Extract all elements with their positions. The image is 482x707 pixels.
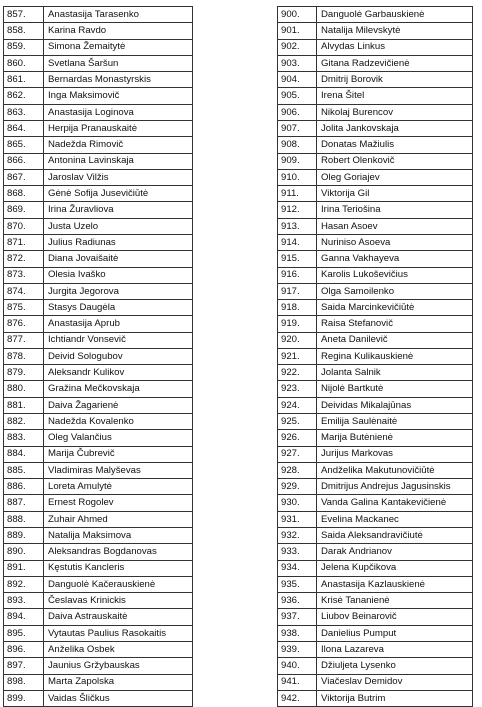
person-name: Kęstutis Kancleris	[44, 560, 193, 576]
row-number: 860.	[4, 55, 44, 71]
table-row	[278, 234, 473, 250]
table-row	[278, 7, 473, 23]
row-number: 884.	[4, 446, 44, 462]
row-number: 911.	[278, 186, 317, 202]
table-row	[4, 641, 193, 657]
person-name: Bernardas Monastyrskis	[44, 72, 193, 88]
table-row	[4, 316, 193, 332]
person-name: Jolanta Salnik	[317, 365, 473, 381]
row-number: 925.	[278, 414, 317, 430]
row-number: 891.	[4, 560, 44, 576]
person-name: Natalija Maksimova	[44, 528, 193, 544]
table-row	[278, 55, 473, 71]
person-name: Aneta Danilevič	[317, 332, 473, 348]
table-row	[278, 169, 473, 185]
table-row	[278, 625, 473, 641]
table-row	[4, 690, 193, 706]
row-number: 901.	[278, 23, 317, 39]
person-name: Diana Jovaišaitė	[44, 251, 193, 267]
person-name: Viktorija Gil	[317, 186, 473, 202]
table-row	[278, 593, 473, 609]
row-number: 907.	[278, 120, 317, 136]
row-number: 931.	[278, 511, 317, 527]
row-number: 940.	[278, 658, 317, 674]
person-name: Nadežda Rimovič	[44, 137, 193, 153]
row-number: 905.	[278, 88, 317, 104]
table-row	[278, 446, 473, 462]
row-number: 900.	[278, 7, 317, 23]
row-number: 881.	[4, 397, 44, 413]
table-row	[278, 576, 473, 592]
person-name: Darak Andrianov	[317, 544, 473, 560]
table-row	[4, 658, 193, 674]
table-row	[4, 560, 193, 576]
row-number: 939.	[278, 641, 317, 657]
row-number: 895.	[4, 625, 44, 641]
person-name: Jurgita Jegorova	[44, 283, 193, 299]
person-name: Donatas Mažiulis	[317, 137, 473, 153]
table-row	[4, 23, 193, 39]
person-name: Saida Aleksandravičiutė	[317, 528, 473, 544]
person-name: Jaunius Gržybauskas	[44, 658, 193, 674]
person-name: Džiuljeta Lysenko	[317, 658, 473, 674]
row-number: 917.	[278, 283, 317, 299]
row-number: 885.	[4, 462, 44, 478]
person-name: Stasys Daugėla	[44, 300, 193, 316]
person-name: Gražina Mečkovskaja	[44, 381, 193, 397]
person-name: Danguolė Kačerauskienė	[44, 576, 193, 592]
table-row	[4, 365, 193, 381]
row-number: 899.	[4, 690, 44, 706]
table-row	[4, 625, 193, 641]
row-number: 914.	[278, 234, 317, 250]
row-number: 892.	[4, 576, 44, 592]
row-number: 888.	[4, 511, 44, 527]
row-number: 883.	[4, 430, 44, 446]
row-number: 932.	[278, 528, 317, 544]
person-name: Marija Čubrevič	[44, 446, 193, 462]
table-row	[278, 495, 473, 511]
row-number: 861.	[4, 72, 44, 88]
table-row	[4, 267, 193, 283]
person-name: Anastasija Tarasenko	[44, 7, 193, 23]
person-name: Nadežda Kovalenko	[44, 414, 193, 430]
row-number: 862.	[4, 88, 44, 104]
person-name: Jelena Kupčikova	[317, 560, 473, 576]
table-row	[4, 528, 193, 544]
table-row	[4, 300, 193, 316]
person-name: Regina Kulikauskienė	[317, 348, 473, 364]
table-row	[278, 365, 473, 381]
person-name: Oleg Valančius	[44, 430, 193, 446]
table-row	[4, 169, 193, 185]
table-row	[278, 137, 473, 153]
person-name: Alvydas Linkus	[317, 39, 473, 55]
table-row	[4, 479, 193, 495]
row-number: 915.	[278, 251, 317, 267]
row-number: 921.	[278, 348, 317, 364]
person-name: Jaroslav Vilžis	[44, 169, 193, 185]
row-number: 920.	[278, 332, 317, 348]
person-name: Zuhair Ahmed	[44, 511, 193, 527]
person-name: Česlavas Krinickis	[44, 593, 193, 609]
table-row	[4, 414, 193, 430]
row-number: 903.	[278, 55, 317, 71]
person-name: Aleksandras Bogdanovas	[44, 544, 193, 560]
left-name-table	[3, 6, 193, 707]
table-row	[278, 88, 473, 104]
person-name: Vytautas Paulius Rasokaitis	[44, 625, 193, 641]
table-row	[278, 658, 473, 674]
row-number: 902.	[278, 39, 317, 55]
person-name: Oleg Goriajev	[317, 169, 473, 185]
row-number: 906.	[278, 104, 317, 120]
table-row	[278, 300, 473, 316]
table-row	[4, 381, 193, 397]
table-row	[278, 267, 473, 283]
table-row	[4, 218, 193, 234]
table-row	[4, 186, 193, 202]
table-row	[4, 39, 193, 55]
row-number: 886.	[4, 479, 44, 495]
row-number: 875.	[4, 300, 44, 316]
person-name: Julius Radiunas	[44, 234, 193, 250]
person-name: Krisė Tananienė	[317, 593, 473, 609]
table-row	[278, 609, 473, 625]
person-name: Herpija Pranauskaitė	[44, 120, 193, 136]
table-row	[278, 430, 473, 446]
person-name: Marija Butėnienė	[317, 430, 473, 446]
person-name: Ilona Lazareva	[317, 641, 473, 657]
row-number: 928.	[278, 462, 317, 478]
person-name: Karina Ravdo	[44, 23, 193, 39]
person-name: Natalija Milevskytė	[317, 23, 473, 39]
person-name: Inga Maksimovič	[44, 88, 193, 104]
table-row	[278, 72, 473, 88]
row-number: 893.	[4, 593, 44, 609]
row-number: 889.	[4, 528, 44, 544]
table-row	[278, 251, 473, 267]
row-number: 894.	[4, 609, 44, 625]
person-name: Ichtiandr Vonsevič	[44, 332, 193, 348]
table-row	[278, 348, 473, 364]
row-number: 896.	[4, 641, 44, 657]
person-name: Karolis Lukoševičius	[317, 267, 473, 283]
row-number: 927.	[278, 446, 317, 462]
table-row	[4, 576, 193, 592]
row-number: 937.	[278, 609, 317, 625]
table-row	[278, 641, 473, 657]
person-name: Andželika Makutunovičiūtė	[317, 462, 473, 478]
person-name: Hasan Asoev	[317, 218, 473, 234]
person-name: Danielius Pumput	[317, 625, 473, 641]
row-number: 872.	[4, 251, 44, 267]
table-row	[278, 283, 473, 299]
table-row	[278, 560, 473, 576]
person-name: Irina Žuravliova	[44, 202, 193, 218]
person-name: Deivid Sologubov	[44, 348, 193, 364]
table-row	[4, 7, 193, 23]
row-number: 869.	[4, 202, 44, 218]
person-name: Daiva Žagarienė	[44, 397, 193, 413]
person-name: Anastasija Loginova	[44, 104, 193, 120]
row-number: 923.	[278, 381, 317, 397]
table-row	[278, 479, 473, 495]
table-row	[4, 104, 193, 120]
row-number: 859.	[4, 39, 44, 55]
table-row	[4, 446, 193, 462]
person-name: Vaidas Šličkus	[44, 690, 193, 706]
person-name: Liubov Beinarovič	[317, 609, 473, 625]
row-number: 863.	[4, 104, 44, 120]
row-number: 908.	[278, 137, 317, 153]
person-name: Emilija Saulėnaitė	[317, 414, 473, 430]
row-number: 897.	[4, 658, 44, 674]
person-name: Danguolė Garbauskienė	[317, 7, 473, 23]
row-number: 924.	[278, 397, 317, 413]
row-number: 898.	[4, 674, 44, 690]
table-row	[4, 430, 193, 446]
table-row	[4, 283, 193, 299]
row-number: 879.	[4, 365, 44, 381]
person-name: Nuriniso Asoeva	[317, 234, 473, 250]
person-name: Antonina Lavinskaja	[44, 153, 193, 169]
row-number: 930.	[278, 495, 317, 511]
table-row	[278, 332, 473, 348]
row-number: 938.	[278, 625, 317, 641]
table-row	[278, 690, 473, 706]
table-row	[278, 218, 473, 234]
table-row	[278, 511, 473, 527]
table-row	[4, 495, 193, 511]
person-name: Simona Žemaitytė	[44, 39, 193, 55]
row-number: 926.	[278, 430, 317, 446]
person-name: Ganna Vakhayeva	[317, 251, 473, 267]
table-row	[278, 39, 473, 55]
person-name: Vladimiras Malyševas	[44, 462, 193, 478]
row-number: 876.	[4, 316, 44, 332]
person-name: Irena Šitel	[317, 88, 473, 104]
person-name: Dmitrij Borovik	[317, 72, 473, 88]
table-row	[278, 544, 473, 560]
table-row	[278, 528, 473, 544]
row-number: 918.	[278, 300, 317, 316]
table-row	[278, 202, 473, 218]
row-number: 941.	[278, 674, 317, 690]
table-row	[278, 316, 473, 332]
person-name: Raisa Stefanovič	[317, 316, 473, 332]
left-table-body	[4, 7, 193, 707]
row-number: 922.	[278, 365, 317, 381]
person-name: Gitana Radzevičienė	[317, 55, 473, 71]
row-number: 916.	[278, 267, 317, 283]
table-row	[278, 153, 473, 169]
row-number: 870.	[4, 218, 44, 234]
table-row	[278, 186, 473, 202]
row-number: 912.	[278, 202, 317, 218]
person-name: Viktorija Butrim	[317, 690, 473, 706]
person-name: Loreta Amulytė	[44, 479, 193, 495]
table-row	[4, 234, 193, 250]
table-row	[4, 511, 193, 527]
person-name: Dmitrijus Andrejus Jagusinskis	[317, 479, 473, 495]
row-number: 873.	[4, 267, 44, 283]
table-row	[278, 381, 473, 397]
row-number: 866.	[4, 153, 44, 169]
person-name: Nijolė Bartkutė	[317, 381, 473, 397]
table-row	[4, 202, 193, 218]
person-name: Daiva Astrauskaitė	[44, 609, 193, 625]
person-name: Svetlana Šaršun	[44, 55, 193, 71]
row-number: 935.	[278, 576, 317, 592]
row-number: 877.	[4, 332, 44, 348]
person-name: Viačeslav Demidov	[317, 674, 473, 690]
row-number: 858.	[4, 23, 44, 39]
row-number: 880.	[4, 381, 44, 397]
table-row	[4, 153, 193, 169]
right-name-table	[277, 6, 473, 707]
person-name: Saida Marcinkevičiūtė	[317, 300, 473, 316]
row-number: 890.	[4, 544, 44, 560]
row-number: 857.	[4, 7, 44, 23]
row-number: 874.	[4, 283, 44, 299]
person-name: Anželika Osbek	[44, 641, 193, 657]
row-number: 887.	[4, 495, 44, 511]
row-number: 909.	[278, 153, 317, 169]
row-number: 878.	[4, 348, 44, 364]
table-row	[278, 414, 473, 430]
table-row	[4, 674, 193, 690]
row-number: 904.	[278, 72, 317, 88]
table-row	[278, 397, 473, 413]
table-row	[4, 348, 193, 364]
table-row	[4, 137, 193, 153]
table-row	[4, 55, 193, 71]
person-name: Olesia Ivaško	[44, 267, 193, 283]
table-row	[4, 593, 193, 609]
row-number: 864.	[4, 120, 44, 136]
person-name: Vanda Galina Kantakevičienė	[317, 495, 473, 511]
row-number: 871.	[4, 234, 44, 250]
row-number: 942.	[278, 690, 317, 706]
person-name: Evelina Mackanec	[317, 511, 473, 527]
person-name: Jurijus Markovas	[317, 446, 473, 462]
table-row	[4, 462, 193, 478]
person-name: Robert Olenkovič	[317, 153, 473, 169]
table-row	[278, 674, 473, 690]
person-name: Anastasija Kazlauskienė	[317, 576, 473, 592]
person-name: Ernest Rogolev	[44, 495, 193, 511]
person-name: Jolita Jankovskaja	[317, 120, 473, 136]
table-row	[4, 120, 193, 136]
row-number: 910.	[278, 169, 317, 185]
table-row	[4, 397, 193, 413]
row-number: 936.	[278, 593, 317, 609]
table-row	[278, 104, 473, 120]
person-name: Olga Samoilenko	[317, 283, 473, 299]
row-number: 929.	[278, 479, 317, 495]
row-number: 913.	[278, 218, 317, 234]
person-name: Irina Teriošina	[317, 202, 473, 218]
row-number: 882.	[4, 414, 44, 430]
table-row	[4, 544, 193, 560]
table-row	[278, 23, 473, 39]
table-row	[4, 332, 193, 348]
row-number: 868.	[4, 186, 44, 202]
row-number: 865.	[4, 137, 44, 153]
table-row	[4, 251, 193, 267]
person-name: Deividas Mikalajūnas	[317, 397, 473, 413]
row-number: 919.	[278, 316, 317, 332]
right-table-body	[278, 7, 473, 707]
table-row	[278, 120, 473, 136]
person-name: Justa Uzelo	[44, 218, 193, 234]
person-name: Gėnė Sofija Jusevičiūtė	[44, 186, 193, 202]
person-name: Anastasija Aprub	[44, 316, 193, 332]
person-name: Nikolaj Burencov	[317, 104, 473, 120]
person-name: Marta Zapolska	[44, 674, 193, 690]
table-row	[278, 462, 473, 478]
row-number: 867.	[4, 169, 44, 185]
table-row	[4, 609, 193, 625]
table-row	[4, 88, 193, 104]
table-row	[4, 72, 193, 88]
row-number: 934.	[278, 560, 317, 576]
row-number: 933.	[278, 544, 317, 560]
person-name: Aleksandr Kulikov	[44, 365, 193, 381]
